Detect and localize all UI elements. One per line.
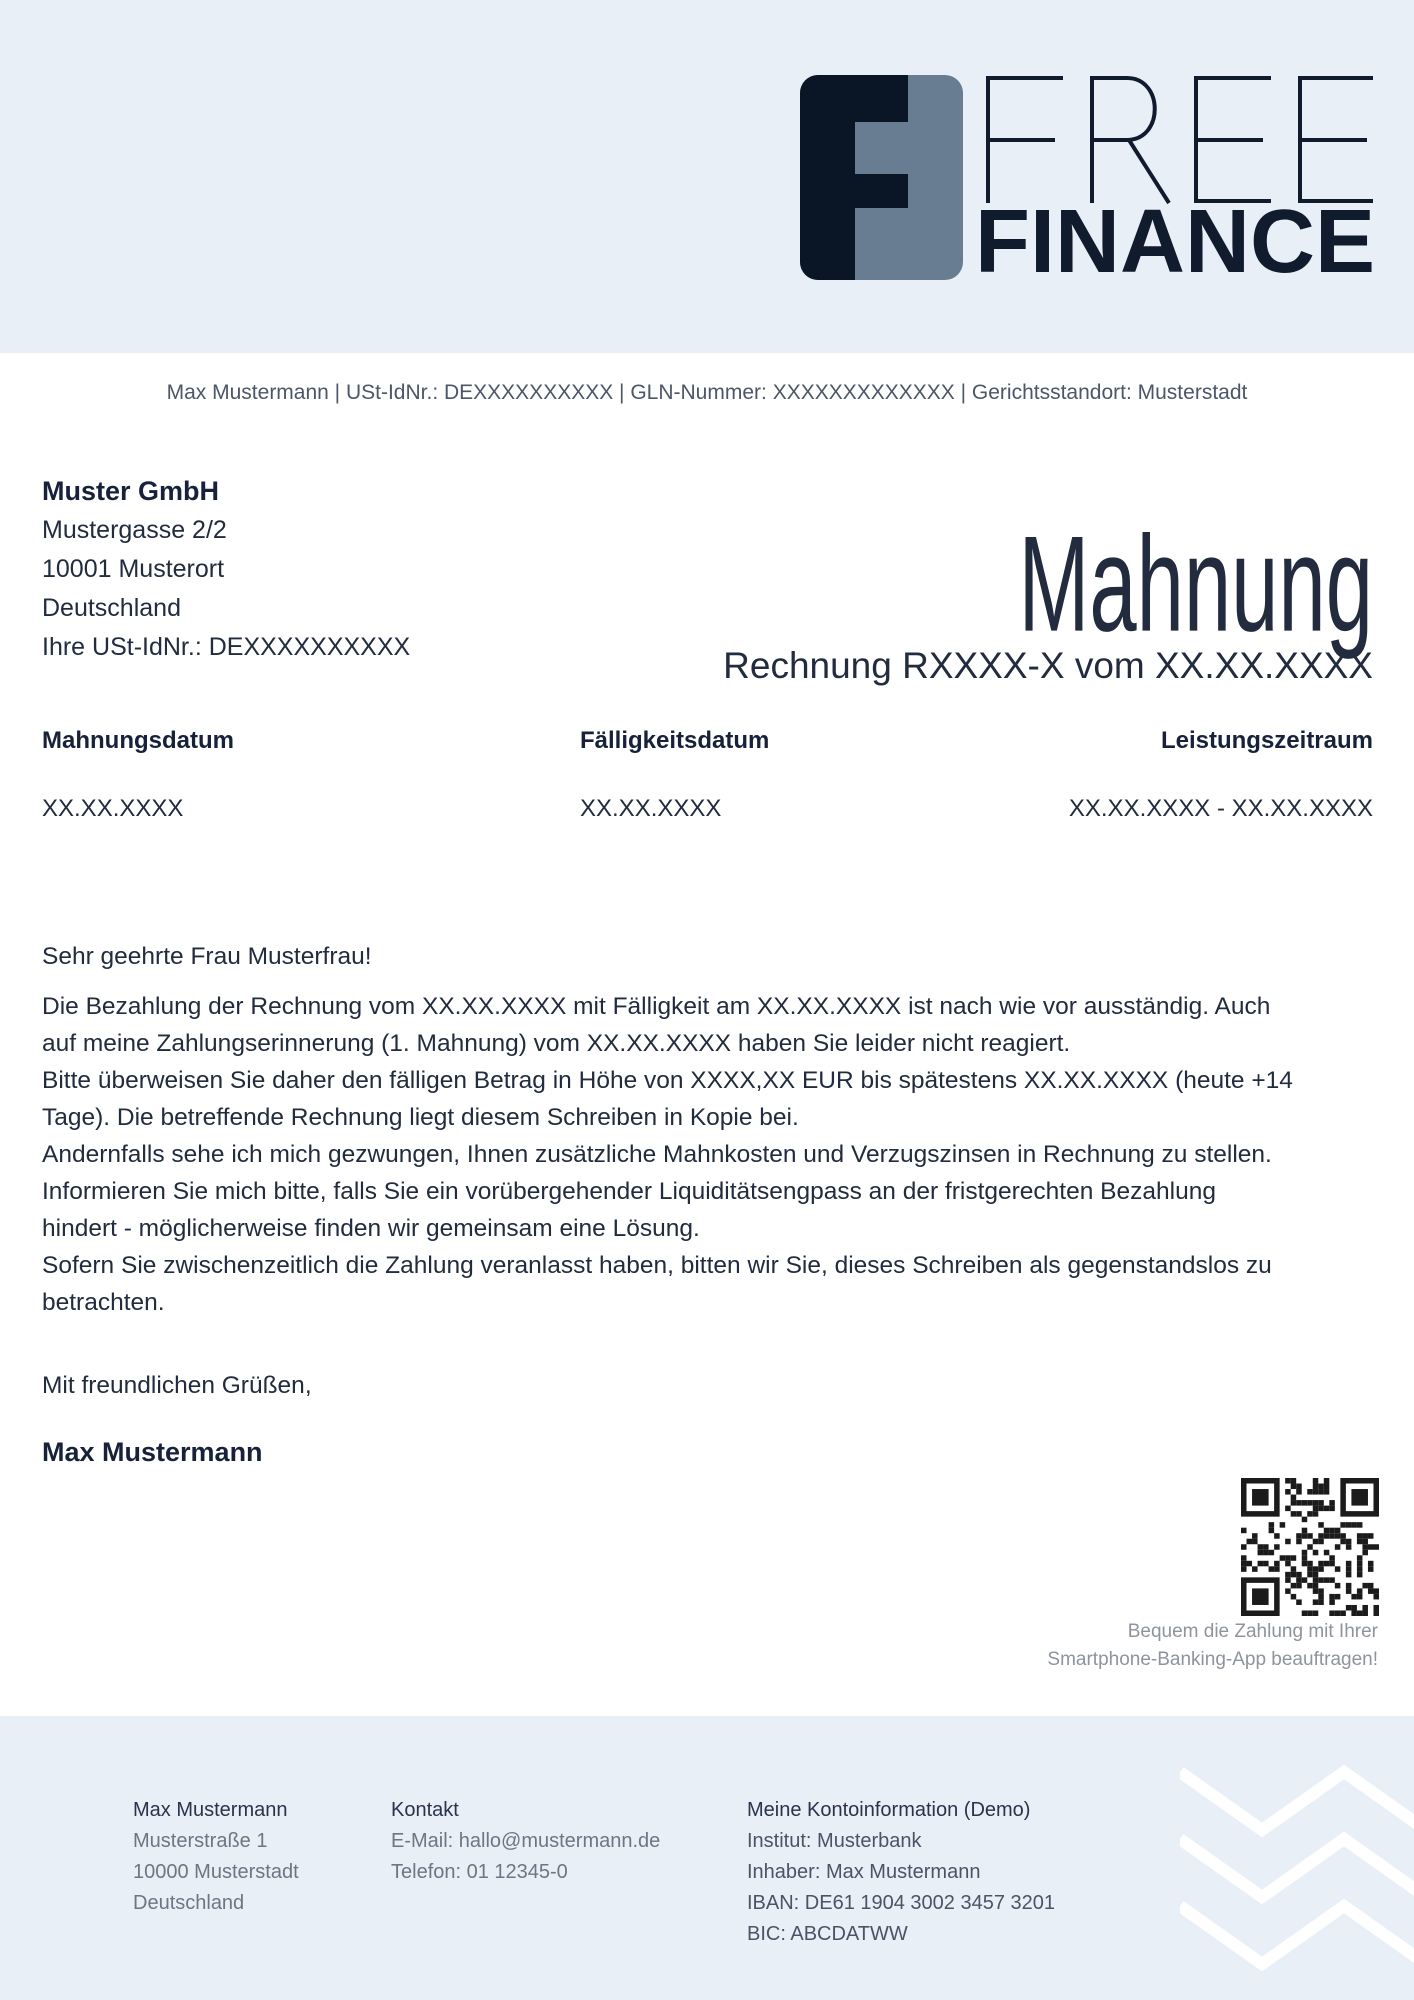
body-line: Andernfalls sehe ich mich gezwungen, Ihnen zusätzliche Mahnkosten und Verzugszinsen in Rechnung zu stellen. [42,1141,1272,1168]
body-line: hindert - möglicherweise finden wir gemeinsam eine Lösung. [42,1215,700,1242]
qr-caption [1047,1618,1378,1674]
recipient-company: Muster GmbH [42,476,220,506]
footer-sender-street: Musterstraße 1 [133,1830,268,1852]
footer-bank-iban: IBAN: DE61 1904 3002 3457 3201 [747,1892,1056,1914]
recipient-city: 10001 Musterort [42,555,225,583]
footer-sender [133,1795,299,1919]
footer-sender-country: Deutschland [133,1892,245,1914]
closing-line: Mit freundlichen Grüßen, [42,1372,312,1399]
meta-label: Fälligkeitsdatum [580,727,770,754]
body-line: auf meine Zahlungserinnerung (1. Mahnung) vom XX.XX.XXXX haben Sie leider nicht reagiert. [42,1030,1071,1057]
body-line: Sofern Sie zwischenzeitlich die Zahlung veranlasst haben, bitten wir Sie, dieses Schreiben als gegenstandslos zu [42,1252,1272,1279]
meta-label: Leistungszeitraum [1160,727,1373,754]
footer-bank-institute: Institut: Musterbank [747,1830,922,1852]
footer-bank-info [747,1795,1055,1950]
footer-contact-email: E-Mail: hallo@mustermann.de [391,1830,661,1852]
body-line: Tage). Die betreffende Rechnung liegt diesem Schreiben in Kopie bei. [42,1104,799,1131]
footer-bank-owner: Inhaber: Max Mustermann [747,1861,981,1883]
meta-dunning-date [42,727,234,823]
qr-caption-line: Smartphone-Banking-App beauftragen! [1047,1649,1378,1670]
footer-sender-name: Max Mustermann [133,1799,288,1821]
chevron-decoration [1180,1764,1414,1974]
meta-value: XX.XX.XXXX - XX.XX.XXXX [1068,795,1373,822]
meta-service-period [1069,727,1373,823]
document-title: Mahnung [1018,509,1373,661]
letter-body [42,988,1378,1321]
salutation: Sehr geehrte Frau Musterfrau! [42,943,372,970]
recipient-block [42,471,410,667]
meta-value: XX.XX.XXXX [580,795,722,822]
body-line: Bitte überweisen Sie daher den fälligen Betrag in Höhe von XXXX,XX EUR bis spätestens XX.XX.XXXX (heute +14 [42,1067,1293,1094]
meta-label: Mahnungsdatum [42,727,234,754]
document-subtitle: Rechnung RXXXX-X vom XX.XX.XXXX [723,645,1373,686]
body-line: Die Bezahlung der Rechnung vom XX.XX.XXXX mit Fälligkeit am XX.XX.XXXX ist nach wie vor ausständig. Auch [42,993,1271,1020]
meta-value: XX.XX.XXXX [42,795,184,822]
qr-code [1241,1478,1379,1616]
body-line: Informieren Sie mich bitte, falls Sie ein vorübergehender Liquiditätsengpass an der fristgerechten Bezahlung [42,1178,1216,1205]
body-line: betrachten. [42,1289,165,1316]
signature-name: Max Mustermann [42,1437,263,1467]
recipient-country: Deutschland [42,594,181,622]
recipient-vat: Ihre USt-IdNr.: DEXXXXXXXXXX [42,633,411,661]
footer-sender-city: 10000 Musterstadt [133,1861,299,1883]
brand-name-free [983,75,1373,205]
qr-caption-line: Bequem die Zahlung mit Ihrer [1127,1621,1378,1642]
footer-contact [391,1795,660,1888]
recipient-street: Mustergasse 2/2 [42,516,227,544]
footer-bank-bic: BIC: ABCDATWW [747,1923,908,1945]
sender-meta-line: Max Mustermann | USt-IdNr.: DEXXXXXXXXXX | GLN-Nummer: XXXXXXXXXXXXX | Gerichtsstandort: Musterstadt [166,381,1248,404]
footer-contact-phone: Telefon: 01 12345-0 [391,1861,568,1883]
brand-logo [800,75,1375,292]
footer-band [0,1716,1414,2000]
footer-bank-heading: Meine Kontoinformation (Demo) [747,1799,1031,1821]
footer-contact-heading: Kontakt [391,1799,459,1821]
meta-due-date [580,727,769,823]
header-band [0,0,1414,353]
letter-f-icon [800,75,963,280]
brand-name-finance: FINANCE [975,192,1375,292]
